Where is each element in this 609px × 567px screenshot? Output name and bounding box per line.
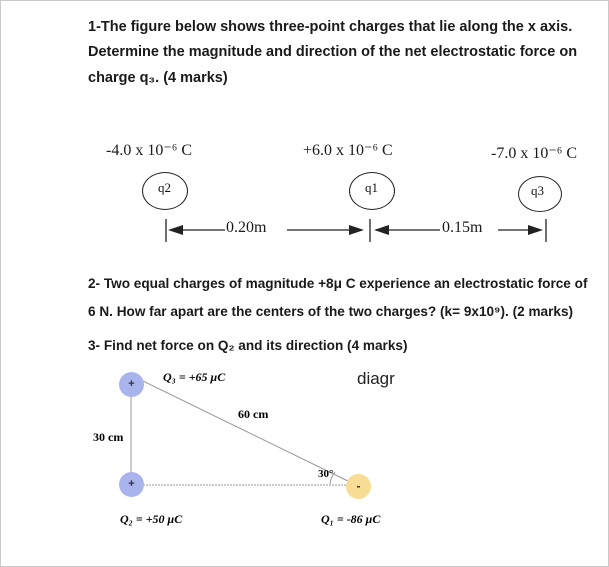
plus-sign-q3: + xyxy=(128,378,135,390)
charge-value-q1: +6.0 x 10⁻⁶ C xyxy=(303,142,393,159)
label-q1: Q₁ = -86 μC xyxy=(321,512,381,526)
distance-label-2: 0.15m xyxy=(442,219,483,236)
label-angle: 30° xyxy=(318,468,334,480)
label-q3: Q₃ = +65 μC xyxy=(163,370,226,384)
label-q2: Q₂ = +50 μC xyxy=(120,512,183,526)
minus-sign-q1: - xyxy=(356,479,361,493)
charge-value-q2: -4.0 x 10⁻⁶ C xyxy=(106,142,193,159)
label-60cm: 60 cm xyxy=(238,407,269,421)
charge-q3-label: q3 xyxy=(531,183,544,198)
diagram-word: diagr xyxy=(357,369,395,388)
charge-q1-label: q1 xyxy=(365,180,378,195)
q1-line1: 1-The figure below shows three-point charges that lie along the x axis. xyxy=(88,19,573,35)
plus-sign-q2: + xyxy=(128,478,135,490)
distance-label-1: 0.20m xyxy=(226,219,267,236)
label-30cm: 30 cm xyxy=(93,430,124,444)
q3-line1: 3- Find net force on Q₂ and its direction (4 marks) xyxy=(88,338,408,353)
q2-line2: 6 N. How far apart are the centers of the two charges? (k= 9x10⁹). (2 marks) xyxy=(88,304,574,319)
q1-line3: charge q₃. (4 marks) xyxy=(88,70,228,86)
q1-line2: Determine the magnitude and direction of the net electrostatic force on xyxy=(88,44,578,60)
q2-line1: 2- Two equal charges of magnitude +8μ C experience an electrostatic force of xyxy=(88,276,588,291)
charge-value-q3: -7.0 x 10⁻⁶ C xyxy=(491,145,578,162)
charge-q2-label: q2 xyxy=(158,180,171,195)
